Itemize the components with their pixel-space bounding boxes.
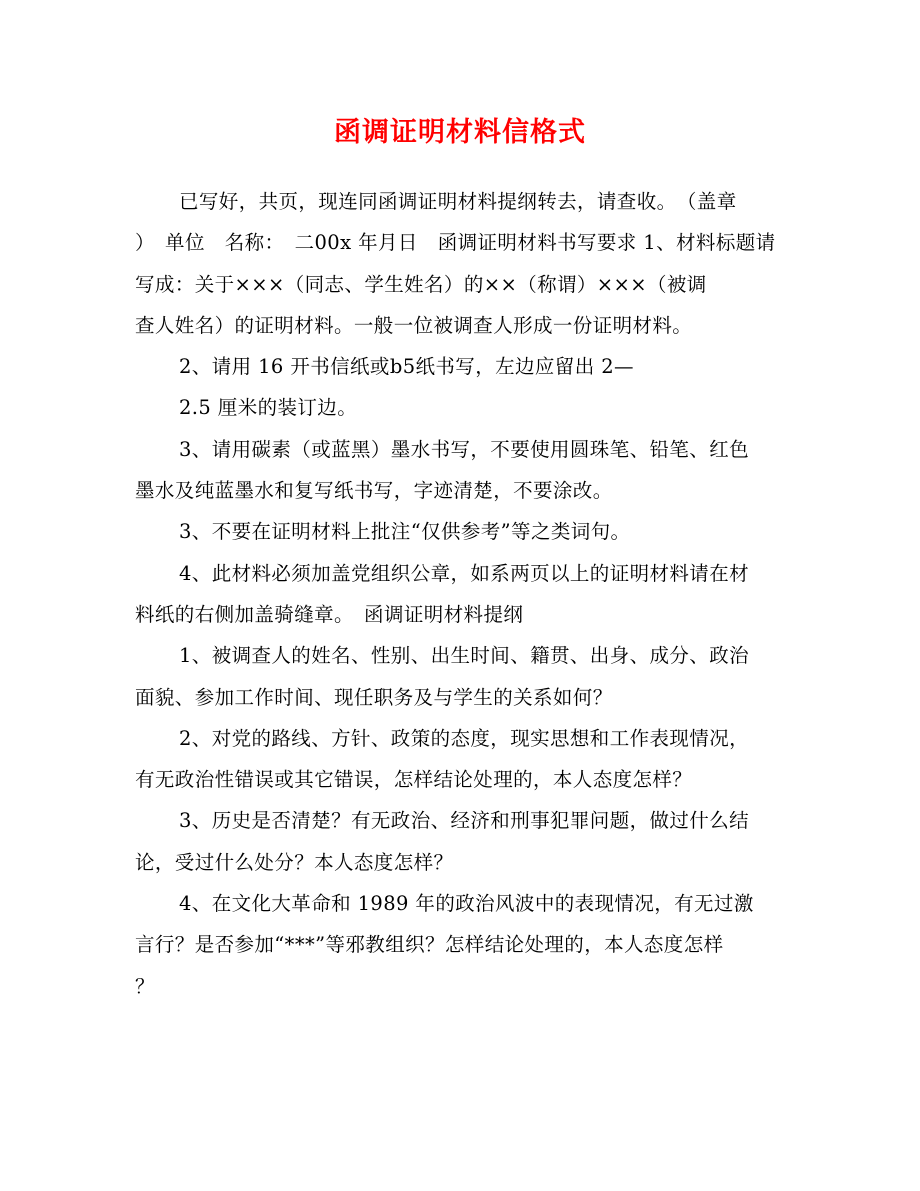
text-line: 4、此材料必须加盖党组织公章，如系两页以上的证明材料请在材 (179, 561, 750, 585)
text-line: 3、请用碳素（或蓝黑）墨水书写，不要使用圆珠笔、铅笔、红色 (179, 437, 750, 461)
text-line: ） 单位 名称： 二00x 年月日 函调证明材料书写要求 1、材料标题请 (135, 231, 776, 255)
text-line: 已写好，共页，现连同函调证明材料提纲转去，请查收。 （盖章 (179, 190, 737, 213)
text-line: 有无政治性错误或其它错误，怎样结论处理的，本人态度怎样？ (135, 768, 693, 792)
text-line: 言行？是否参加“***”等邪教组织？怎样结论处理的，本人态度怎样 (135, 933, 724, 957)
text-line: 1、被调查人的姓名、性别、出生时间、籍贯、出身、成分、政治 (179, 644, 750, 668)
text-line: 3、历史是否清楚？有无政治、经济和刑事犯罪问题，做过什么结 (179, 809, 750, 833)
text-line: 2、对党的路线、方针、政策的态度，现实思想和工作表现情况， (179, 726, 750, 750)
document-title: 函调证明材料信格式 (334, 117, 586, 148)
text-line: 论，受过什么处分？本人态度怎样？ (135, 850, 454, 874)
text-line: 2、请用 16 开书信纸或b5纸书写，左边应留出 2— (179, 355, 634, 379)
text-line: 3、不要在证明材料上批注“仅供参考”等之类词句。 (179, 520, 631, 544)
text-line: ？ (135, 974, 155, 998)
text-line: 面貌、参加工作时间、现任职务及与学生的关系如何？ (135, 685, 613, 709)
text-line: 料纸的右侧加盖骑缝章。 函调证明材料提纲 (135, 602, 524, 626)
text-line: 2.5 厘米的装订边。 (179, 396, 358, 420)
text-line: 4、在文化大革命和 1989 年的政治风波中的表现情况，有无过激 (179, 892, 754, 916)
text-line: 写成：关于×××（同志、学生姓名）的××（称谓）×××（被调 (135, 272, 707, 296)
text-line: 墨水及纯蓝墨水和复写纸书写，字迹清楚，不要涂改。 (135, 479, 613, 503)
document-body (135, 181, 815, 1007)
text-line: 查人姓名）的证明材料。一般一位被调查人形成一份证明材料。 (135, 313, 693, 337)
